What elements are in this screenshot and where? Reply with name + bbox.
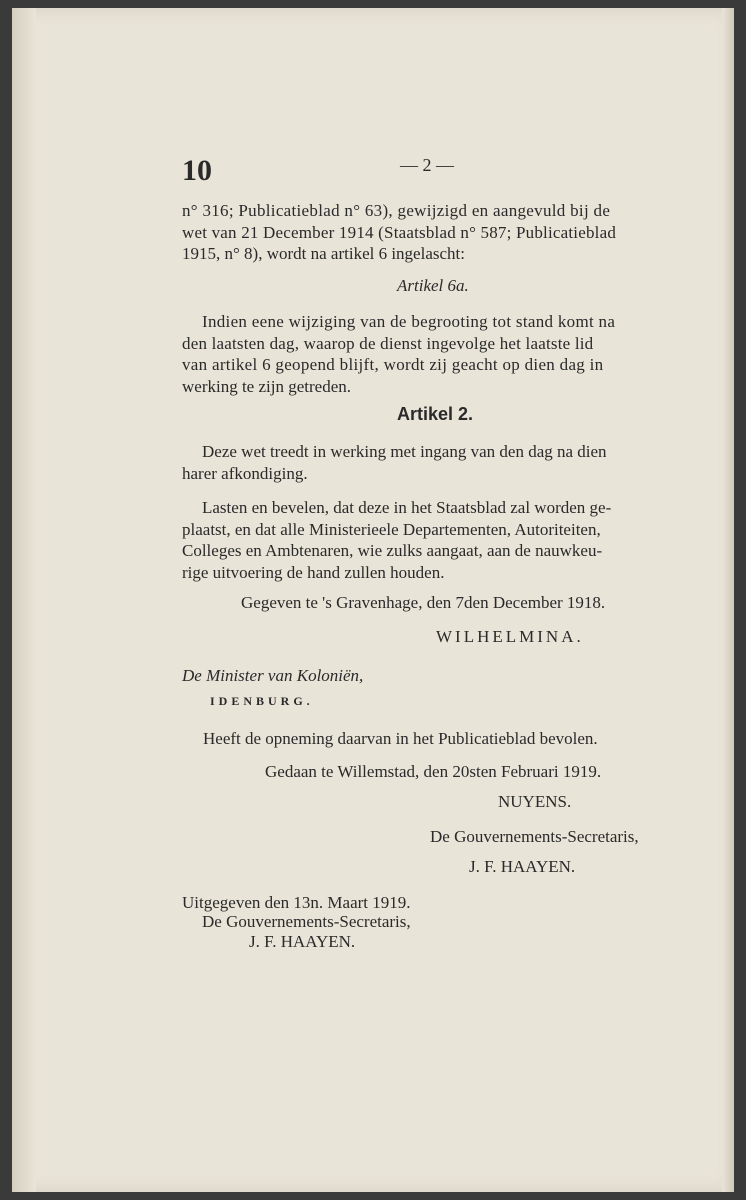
closing-line: Lasten en bevelen, dat deze in het Staatsblad zal worden ge- <box>202 498 612 517</box>
closing-line: Colleges en Ambtenaren, wie zulks aangaat, aan de nauwkeu- <box>182 541 603 560</box>
issued-line: Uitgegeven den 13n. Maart 1919. <box>182 893 411 912</box>
intro-line: 1915, n° 8), wordt na artikel 6 ingelascht: <box>182 244 465 263</box>
article-2-heading: Artikel 2. <box>397 404 474 424</box>
secretary-name: J. F. HAAYEN. <box>469 857 576 876</box>
article-6a-line: van artikel 6 geopend blijft, wordt zij geacht op dien dag in <box>182 355 604 374</box>
publication-order: Heeft de opneming daarvan in het Publicatieblad bevolen. <box>203 729 598 748</box>
closing-paragraph <box>182 497 702 583</box>
article-6a-heading: Artikel 6a. <box>397 276 469 295</box>
page-binding-edge <box>12 8 36 1192</box>
article-2-paragraph <box>182 441 702 484</box>
given-at-line: Gegeven te 's Gravenhage, den 7den December 1918. <box>241 593 606 612</box>
secretary-title: De Gouvernements-Secretaris, <box>430 827 639 846</box>
footer-secretary-name: J. F. HAAYEN. <box>249 932 356 951</box>
minister-title: De Minister van Koloniën, <box>182 666 364 685</box>
closing-line: rige uitvoering de hand zullen houden. <box>182 562 445 582</box>
article-6a-line: werking te zijn getreden. <box>182 376 351 396</box>
article-6a-paragraph <box>182 311 702 397</box>
intro-paragraph <box>182 200 702 265</box>
article-6a-line: den laatsten dag, waarop de dienst ingevolge het laatste lid <box>182 333 594 353</box>
article-6a-line: Indien eene wijziging van de begrooting tot stand komt na <box>202 312 616 331</box>
closing-line: plaatst, en dat alle Ministerieele Departementen, Autoriteiten, <box>182 519 601 539</box>
page-marker: — 2 — <box>400 155 454 175</box>
article-2-line: harer afkondiging. <box>182 463 308 483</box>
governor-signature: NUYENS. <box>498 792 572 811</box>
page-right-edge <box>722 8 734 1192</box>
done-at-line: Gedaan te Willemstad, den 20sten Februari 1919. <box>265 762 602 781</box>
minister-name: IDENBURG. <box>210 694 314 708</box>
footer-secretary-title: De Gouvernements-Secretaris, <box>202 912 411 931</box>
page-number: 10 <box>182 154 212 187</box>
article-2-line: Deze wet treedt in werking met ingang van den dag na dien <box>202 442 607 461</box>
intro-line: n° 316; Publicatieblad n° 63), gewijzigd en aangevuld bij de <box>182 201 611 220</box>
monarch-signature: WILHELMINA. <box>436 627 584 646</box>
intro-line: wet van 21 December 1914 (Staatsblad n° 587; Publicatieblad <box>182 222 617 242</box>
